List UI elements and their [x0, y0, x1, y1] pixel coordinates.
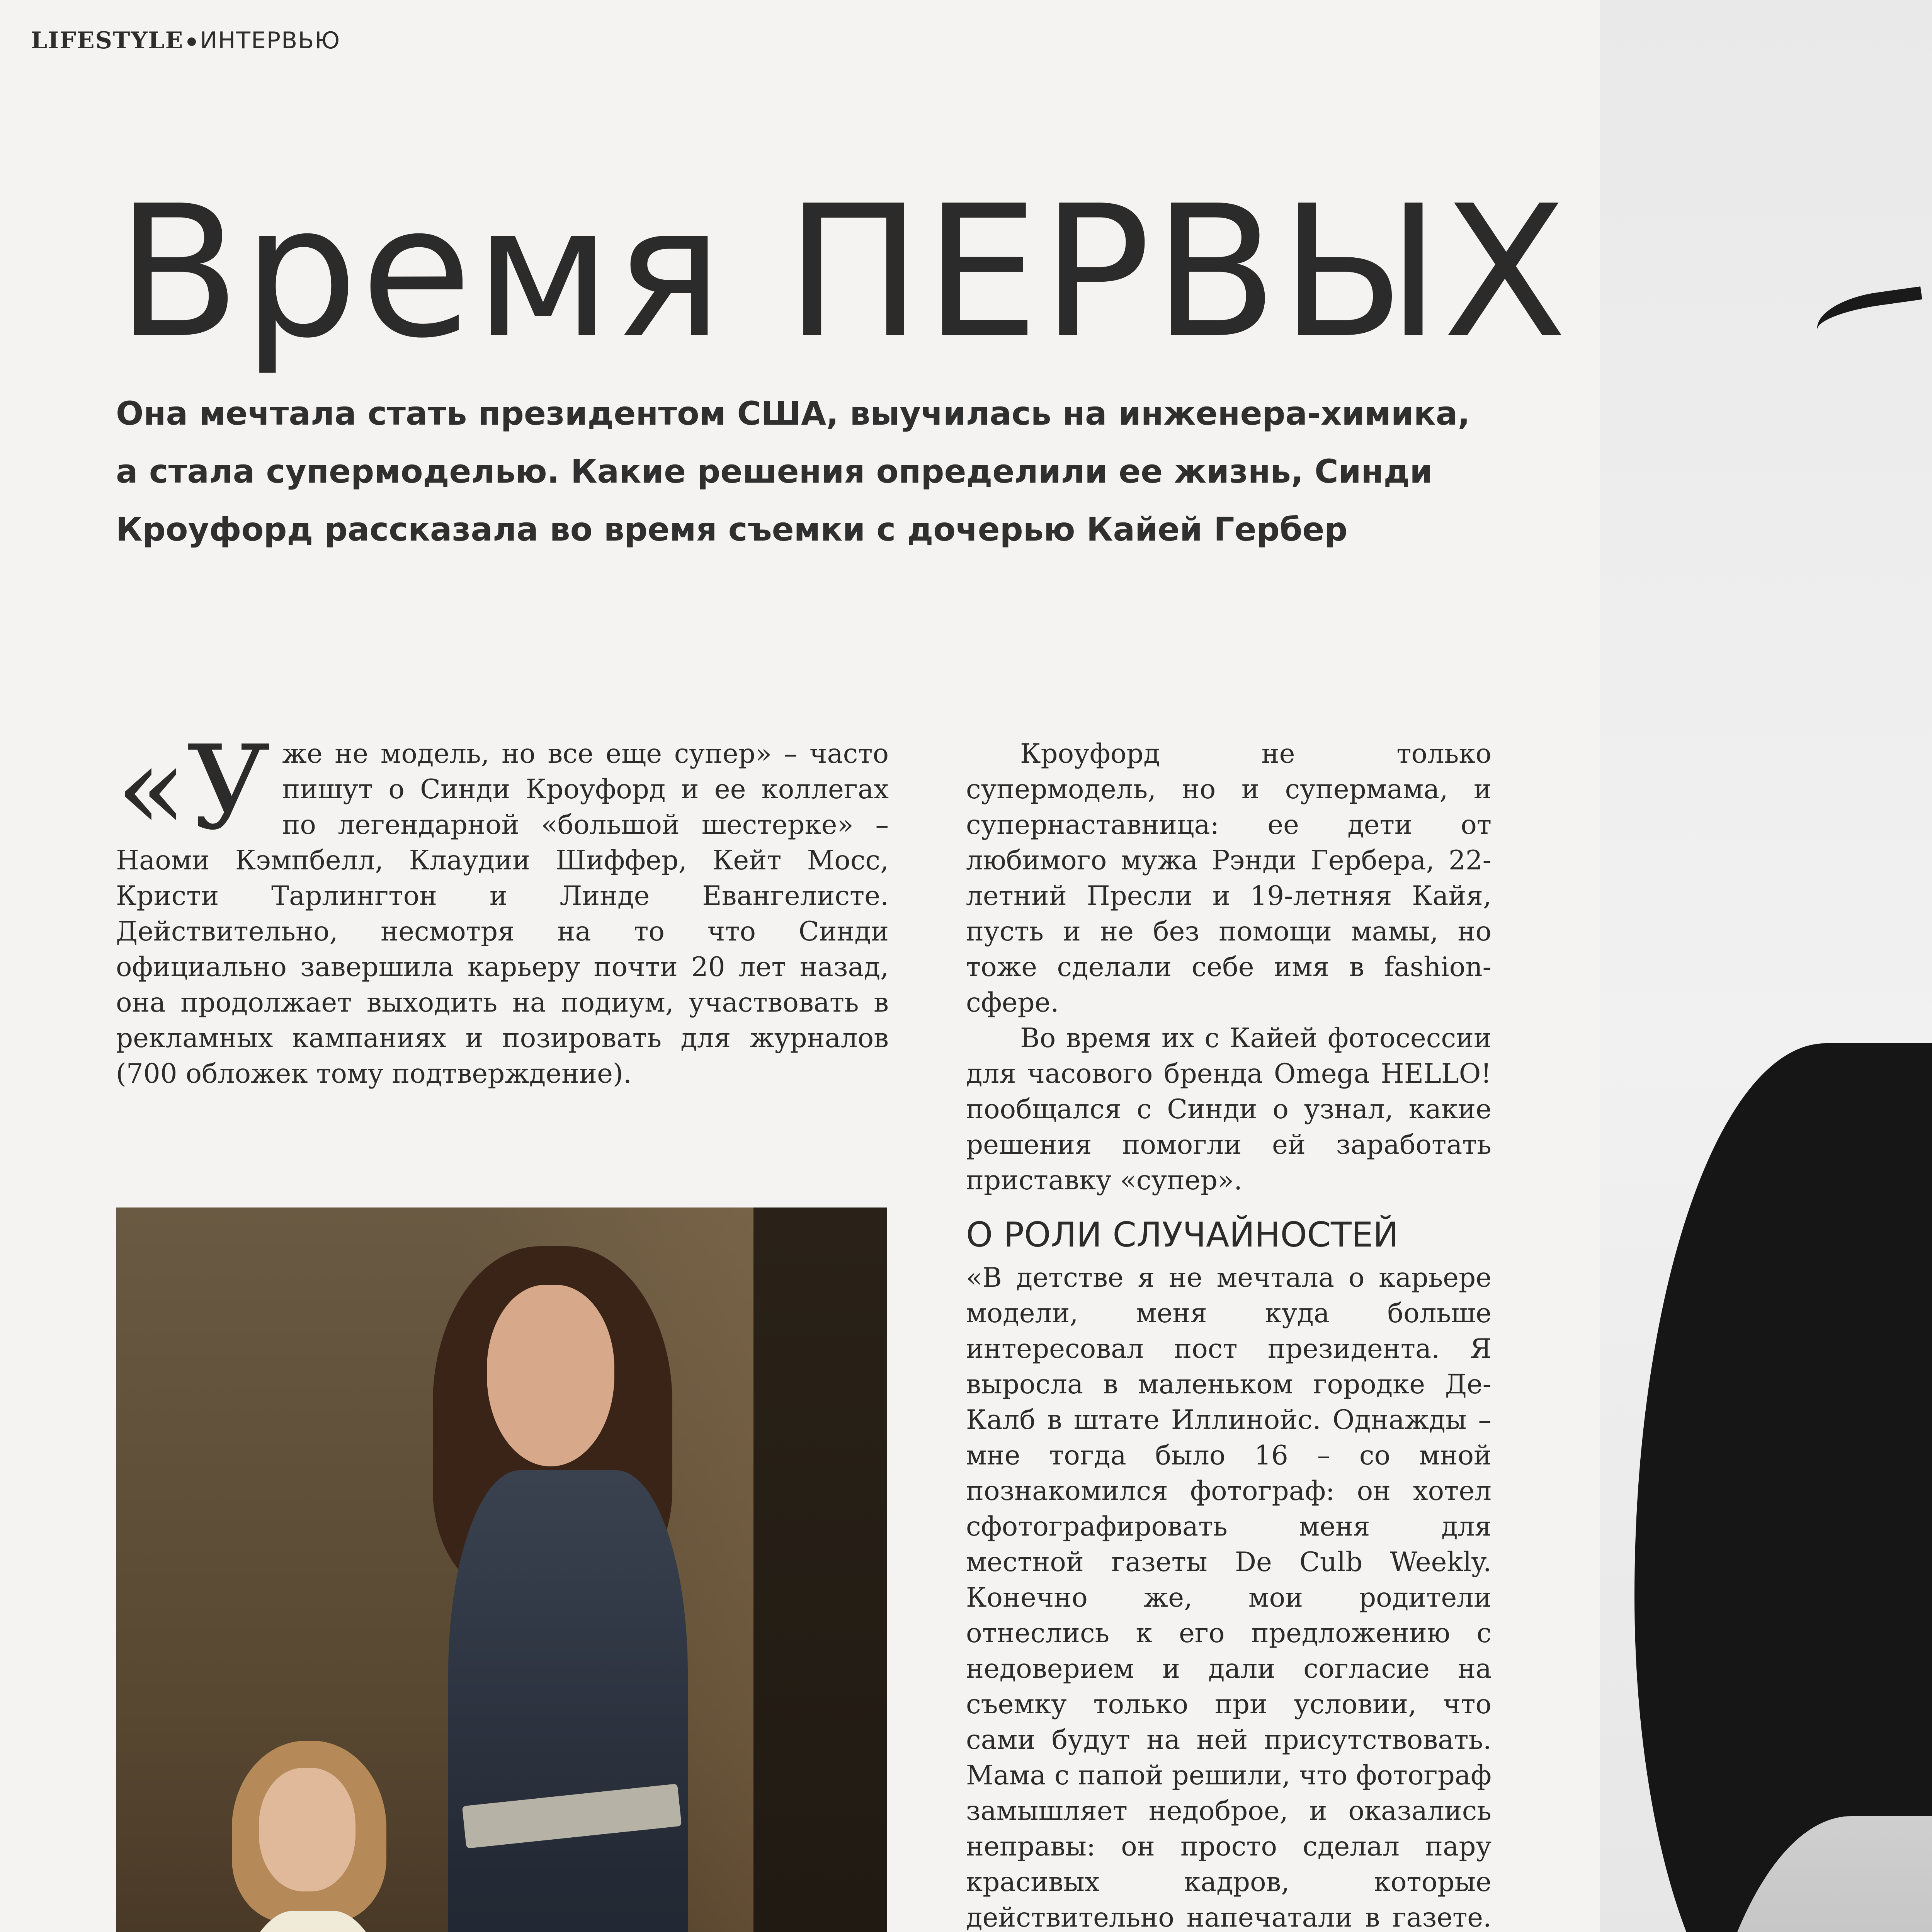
paragraph-2: Во время их с Кайей фотосессии для часового бренда Omega HELLO! пообщался с Синди о узнал, какие решения помогли ей заработать приставку «супер».	[966, 1023, 1492, 1196]
subheading-chance: О РОЛИ СЛУЧАЙНОСТЕЙ	[966, 1215, 1399, 1255]
photo-woman-dress	[448, 1470, 688, 1932]
intro-text: же не модель, но все еще супер» – часто пишут о Синди Кроуфорд и ее коллегах по легендарной «большой шестерке» – Наоми Кэмпбелл, Клаудии Шиффер, Кейт Мосс, Кристи Тарлингтон и Линде Евангелисте. Действительно, несмотря на то что Синди официально завершила карьеру почти 20 лет назад, она продолжает выходить на подиум, участвовать в рекламных кампаниях и позировать для журналов (700 обложек тому подтверждение).	[116, 738, 889, 1089]
article-lead: Она мечтала стать президентом США, выучилась на инженера-химика, а стала супермоделью. Какие решения определили ее жизнь, Синди Кроуфорд рассказала во время съемки с дочерью Кайей Гербер	[116, 395, 1470, 548]
bullet-icon	[187, 37, 196, 46]
paragraph-3: «В детстве я не мечтала о карьере модели, меня куда больше интересовал пост президента. Я выросла в маленьком городке Де-Калб в штате Иллинойс. Однажды – мне тогда было 16 – со мной познакомился фотограф: он хотел сфотографировать меня для местной газеты De Culb Weekly. Конечно же, мои родители отнеслись к его предложению с недоверием и дали согласие на съемку только при условии, что сами будут на ней присутствовать. Мама с папой решили, что фотограф замышляет недоброе, и оказались неправы: он просто сделал пару красивых кадров, которые действительно напечатали в газете.	[966, 1262, 1492, 1932]
photo-girl-face	[259, 1768, 355, 1891]
left-column	[116, 721, 889, 1092]
photo-woman-face	[487, 1285, 614, 1466]
section-header	[31, 27, 340, 54]
article-photo	[116, 1208, 887, 1932]
right-column	[966, 736, 1492, 1932]
drop-cap: «У	[116, 721, 271, 855]
article-title: Время ПЕРВЫХ	[116, 167, 1570, 378]
photo-girl-dress	[216, 1911, 410, 1932]
paragraph-1: Кроуфорд не только супермодель, но и супермама, и супернаставница: ее дети от любимого мужа Рэнди Гербера, 22-летний Пресли и 19-летняя Кайя, пусть и не без помощи мамы, но тоже сделали себе имя в fashion-сфере.	[966, 738, 1492, 1018]
section-brand: LIFESTYLE	[31, 27, 184, 54]
section-category: ИНТЕРВЬЮ	[200, 27, 341, 54]
portrait-hair	[1634, 1043, 1932, 1932]
portrait-photo-strip	[1600, 0, 1932, 1932]
intro-paragraph	[116, 721, 889, 1092]
photo-doorway	[753, 1208, 887, 1932]
portrait-eyebrow	[1813, 286, 1927, 349]
